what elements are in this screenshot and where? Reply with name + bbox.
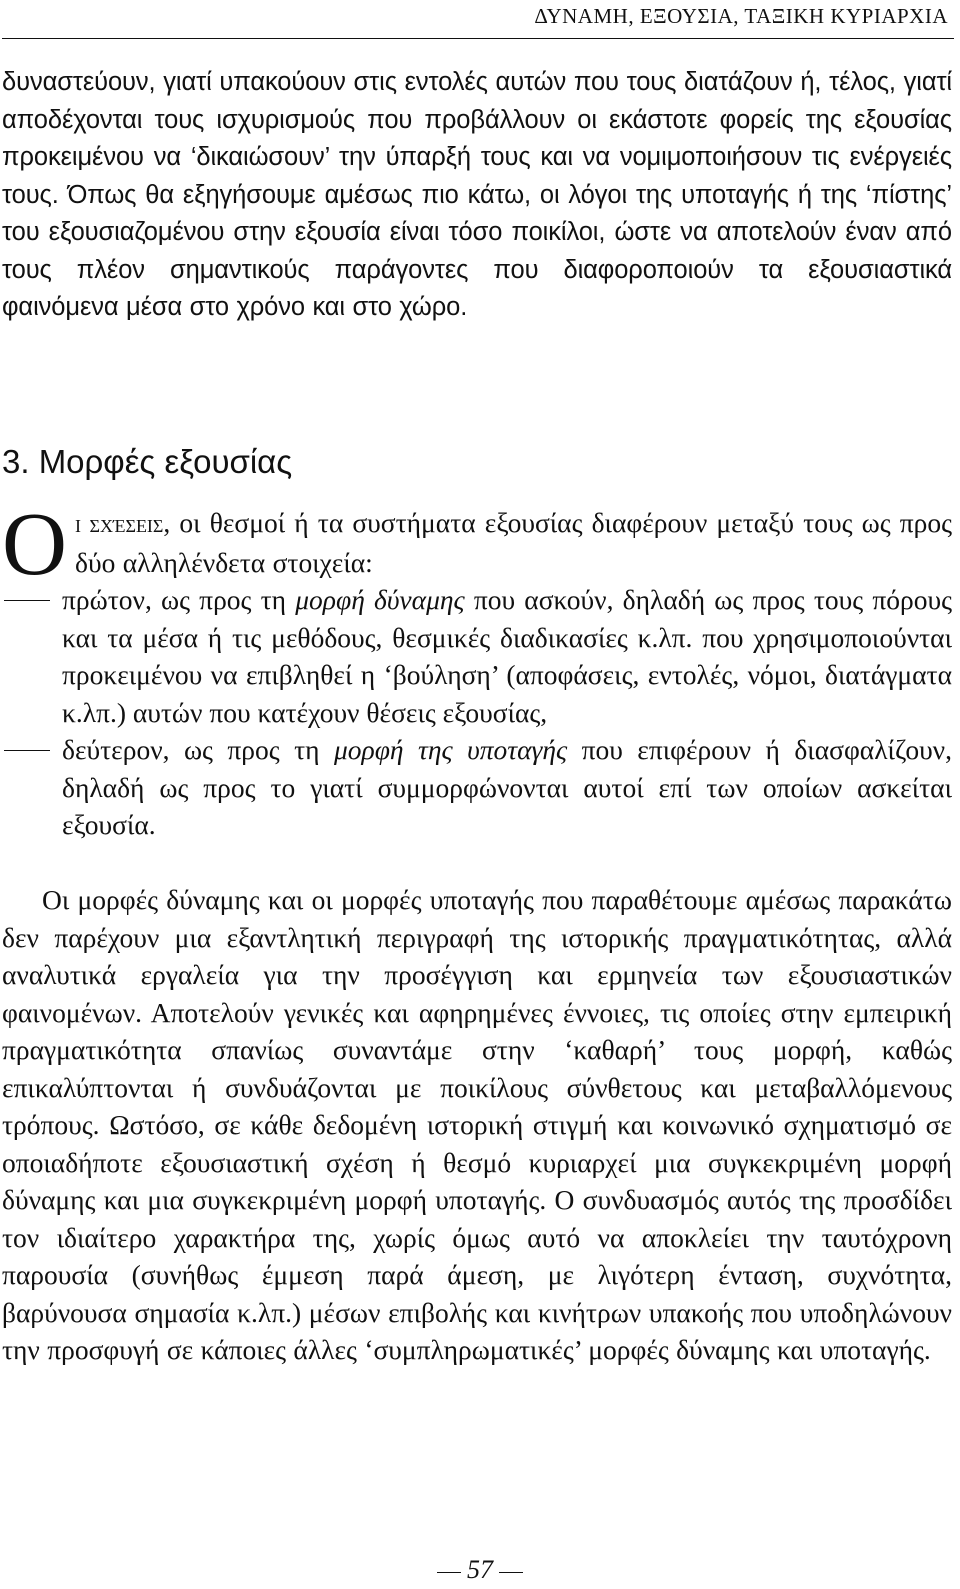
intro-text: , οι θεσμοί ή τα συστήματα εξουσίας διαφέρουν μεταξύ τους ως προς δύο αλληλένδετα στοιχεία: [75,507,952,578]
list-item [2,731,952,844]
drop-cap: Ο [2,495,67,594]
running-header: ΔΥΝΑΜΗ, ΕΞΟΥΣΙΑ, ΤΑΞΙΚΗ ΚΥΡΙΑΡΧΙΑ [534,4,948,28]
intro-smallcaps: ι σχέσεις [75,511,164,538]
page-number-value: 57 [467,1555,493,1584]
list-item-emphasis: μορφή της υποταγής [333,734,568,765]
paragraph-main: Οι μορφές δύναμης και οι μορφές υποταγής που παραθέτουμε αμέσως παρακάτω δεν παρέχουν μια εξαντλητική περιγραφή της ιστορικής πραγματικότητας, αλλά αναλυτικά εργαλεία για την προσέγγιση και ερμηνεία των εξουσιαστικών φαινομένων. Αποτελούν γενικές και αφηρημένες έννοιες, τις οποίες στην εμπειρική πραγματικότητα σπανίως συναντάμε στην ‘καθαρή’ τους μορφή, καθώς επικαλύπτονται ή συνδυάζονται με ποικίλους σύνθετους και μεταβαλλόμενους τρόπους. Ωστόσο, σε κάθε δεδομένη ιστορική στιγμή και κοινωνικό σχηματισμό σε οποιαδήποτε εξουσιαστική σχέση ή θεσμό κυριαρχεί μια συγκεκριμένη μορφή δύναμης και μια συγκεκριμένη μορφή υποταγής. Ο συνδυασμός αυτός της προσδίδει τον ιδιαίτερο χαρακτήρα της, χωρίς όμως αυτό να αποκλείει την ταυτόχρονη παρουσία (συνήθως έμμεση παρά άμεση, με λιγότερη ένταση, συχνότητα, βαρύνουσα σημασία κ.λπ.) μέσων επιβολής και κινήτρων υπακοής που υποδηλώνουν την προσφυγή σε κάποιες άλλες ‘συμπληρωματικές’ μορφές δύναμης και υποταγής. [2,884,952,1365]
list-item-rest: που επιφέρουν ή διασφαλίζουν, δηλαδή ως προς το γιατί συμμορφώνονται αυτοί επί των οποίων ασκείται εξουσία. [62,734,952,840]
list-item-start: δεύτερον, ως προς τη [62,734,334,765]
page-number-dash-left [437,1572,461,1573]
page-number [0,1555,960,1585]
list-item-rest: που ασκούν, δηλαδή ως προς τους πόρους και τα μέσα ή τις μεθόδους, θεσμικές διαδικασίες κ.λπ. που χρησιμοποιούνται προκειμένου να επιβληθεί η ‘βούληση’ (αποφάσεις, εντολές, νόμοι, διατάγματα κ.λπ.) αυτών που κατέχουν θέσεις εξουσίας, [62,584,952,728]
intro-paragraph [2,495,952,594]
section-body [2,495,952,844]
list-item-start: πρώτον, ως προς τη [62,584,296,615]
paragraph-continuation: δυναστεύουν, γιατί υπακούουν στις εντολές αυτών που τους διατάζουν ή, τέλος, γιατί αποδέχονται τους ισχυρισμούς που προβάλλουν οι εκάστοτε φορείς της εξουσίας προκειμένου να ‘δικαιώσουν’ την ύπαρξή τους και να νομιμοποιήσουν τις ενέργειές τους. Όπως θα εξηγήσουμε αμέσως πιο κάτω, οι λόγοι της υποταγής ή της ‘πίστης’ του εξουσιαζομένου στην εξουσία είναι τόσο ποικίλοι, ώστε να αποτελούν έναν από τους πλέον σημαντικούς παράγοντες που διαφοροποιούν τα εξουσιαστικά φαινόμενα μέσα στο χρόνο και στο χώρο. [2,68,952,321]
list-item-emphasis: μορφή δύναμης [295,584,465,615]
list-item [2,581,952,731]
section-heading: 3. Μορφές εξουσίας [2,443,293,480]
header-rule [2,38,954,39]
page-number-dash-right [499,1572,523,1573]
criteria-list [2,581,952,844]
